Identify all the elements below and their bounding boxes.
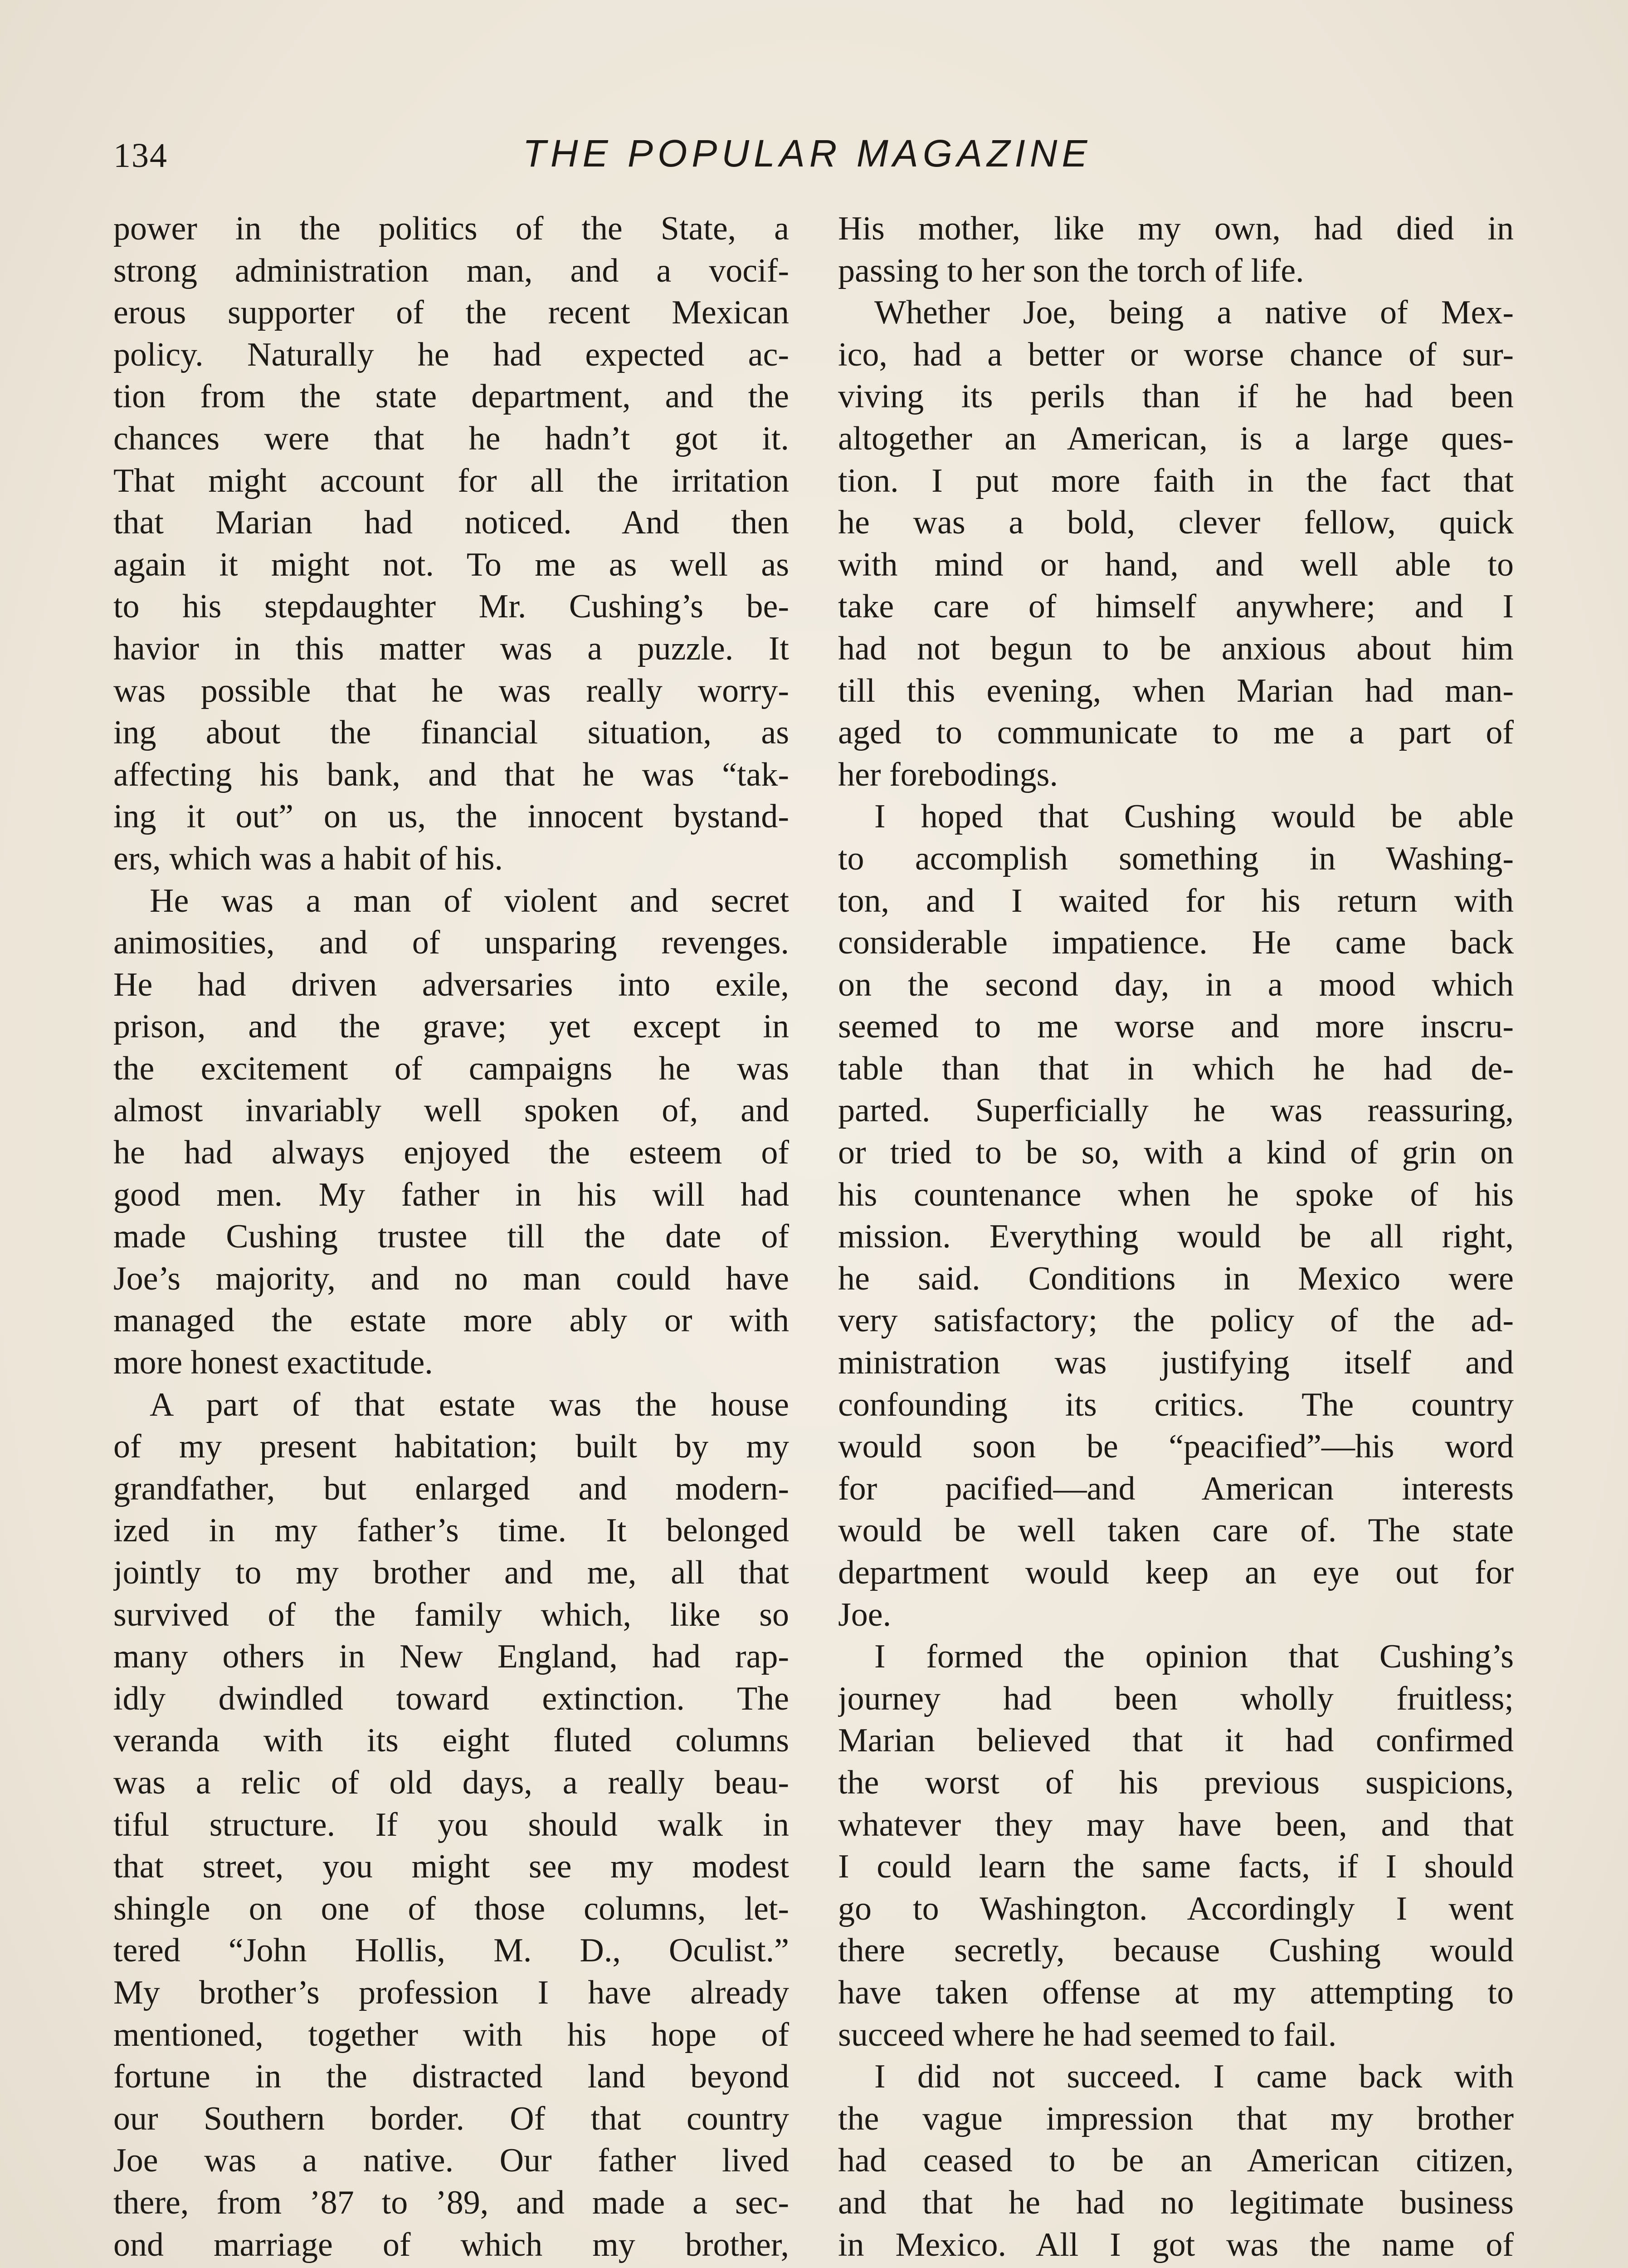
text-line: to his stepdaughter Mr. Cushing’s be- (113, 588, 789, 626)
left-column (113, 208, 789, 2268)
text-line: ing about the financial situation, as (113, 714, 789, 752)
text-line: had not begun to be anxious about him (838, 630, 1514, 667)
text-line: tered “John Hollis, M. D., Oculist.” (113, 1932, 789, 1970)
magazine-title: THE POPULAR MAGAZINE (522, 132, 1092, 175)
text-line: of my present habitation; built by my (113, 1428, 789, 1466)
text-line: on the second day, in a mood which (838, 966, 1514, 1003)
text-line: confounding its critics. The country (838, 1386, 1514, 1423)
text-line: Joe’s majority, and no man could have (113, 1260, 789, 1297)
text-line: That might account for all the irritation (113, 462, 789, 499)
text-line: there secretly, because Cushing would (838, 1932, 1514, 1970)
text-line: prison, and the grave; yet except in (113, 1008, 789, 1046)
text-line: would soon be “peacified”—his word (838, 1428, 1514, 1466)
text-line: he said. Conditions in Mexico were (838, 1260, 1514, 1297)
text-line: managed the estate more ably or with (113, 1302, 789, 1339)
text-line: ico, had a better or worse chance of sur- (838, 336, 1514, 373)
text-line: shingle on one of those columns, let- (113, 1890, 789, 1927)
text-line: He had driven adversaries into exile, (113, 966, 789, 1003)
text-line (113, 2266, 789, 2268)
text-line: was a relic of old days, a really beau- (113, 1764, 789, 1801)
text-line: ton, and I waited for his return with (838, 882, 1514, 919)
text-line: policy. Naturally he had expected ac- (113, 336, 789, 373)
text-line: in Mexico. All I got was the name of (838, 2226, 1514, 2263)
text-line: parted. Superficially he was reassuring, (838, 1092, 1514, 1129)
text-line: very satisfactory; the policy of the ad- (838, 1302, 1514, 1339)
text-line: more honest exactitude. (113, 1344, 433, 1382)
text-line: the worst of his previous suspicions, (838, 1764, 1514, 1801)
text-line: would be well taken care of. The state (838, 1512, 1514, 1549)
text-line: considerable impatience. He came back (838, 924, 1514, 962)
text-line: and that he had no legitimate business (838, 2184, 1514, 2221)
text-line: he had always enjoyed the esteem of (113, 1134, 789, 1172)
text-line: his countenance when he spoke of his (838, 1176, 1514, 1213)
text-line: havior in this matter was a puzzle. It (113, 630, 789, 667)
text-line: Joe. (838, 1596, 892, 1633)
text-line: viving its perils than if he had been (838, 378, 1514, 415)
text-line: Marian believed that it had confirmed (838, 1722, 1514, 1760)
page-header (113, 122, 1501, 181)
text-line: animosities, and of unsparing revenges. (113, 924, 789, 962)
text-line: he was a bold, clever fellow, quick (838, 504, 1514, 542)
text-line: almost invariably well spoken of, and (113, 1092, 789, 1129)
text-line: affecting his bank, and that he was “tak- (113, 756, 789, 793)
text-line: have taken offense at my attempting to (838, 1974, 1514, 2011)
text-line: till this evening, when Marian had man- (838, 672, 1514, 709)
text-line: jointly to my brother and me, all that (113, 1554, 789, 1591)
text-line: that street, you might see my modest (113, 1848, 789, 1886)
text-line: ministration was justifying itself and (838, 1344, 1514, 1382)
text-line: survived of the family which, like so (113, 1596, 789, 1633)
text-line: many others in New England, had rap- (113, 1638, 789, 1676)
text-line: ond marriage of which my brother, (113, 2226, 789, 2263)
text-line (838, 2266, 1514, 2268)
text-line: was possible that he was really worry- (113, 672, 789, 709)
text-line: He was a man of violent and secret (150, 882, 789, 919)
text-line: idly dwindled toward extinction. The (113, 1680, 789, 1717)
text-line: I did not succeed. I came back with (874, 2058, 1514, 2096)
text-line: chances were that he hadn’t got it. (113, 420, 789, 457)
text-line: to accomplish something in Washing- (838, 840, 1514, 877)
text-line: mentioned, together with his hope of (113, 2016, 789, 2053)
text-line: I hoped that Cushing would be able (874, 798, 1514, 836)
text-line: tiful structure. If you should walk in (113, 1806, 789, 1843)
text-line: His mother, like my own, had died in (838, 210, 1514, 247)
text-line: fortune in the distracted land beyond (113, 2058, 789, 2096)
text-line: ers, which was a habit of his. (113, 840, 503, 877)
text-line: grandfather, but enlarged and modern- (113, 1470, 789, 1507)
text-line: erous supporter of the recent Mexican (113, 294, 789, 332)
text-line: Whether Joe, being a native of Mex- (874, 294, 1514, 332)
text-line: strong administration man, and a vocif- (113, 252, 789, 289)
text-line: department would keep an eye out for (838, 1554, 1514, 1591)
text-line: go to Washington. Accordingly I went (838, 1890, 1514, 1927)
page-number: 134 (113, 137, 168, 175)
text-line: ized in my father’s time. It belonged (113, 1512, 789, 1549)
text-line: our Southern border. Of that country (113, 2100, 789, 2137)
text-line: had ceased to be an American citizen, (838, 2142, 1514, 2180)
text-line: take care of himself anywhere; and I (838, 588, 1514, 626)
text-line: with mind or hand, and well able to (838, 546, 1514, 583)
right-column (838, 208, 1514, 2268)
text-line: made Cushing trustee till the date of (113, 1218, 789, 1256)
text-line: seemed to me worse and more inscru- (838, 1008, 1514, 1046)
text-line: My brother’s profession I have already (113, 1974, 789, 2011)
text-line: whatever they may have been, and that (838, 1806, 1514, 1843)
text-line: aged to communicate to me a part of (838, 714, 1514, 752)
text-line: that Marian had noticed. And then (113, 504, 789, 542)
text-line: there, from ’87 to ’89, and made a sec- (113, 2184, 789, 2221)
text-line: passing to her son the torch of life. (838, 252, 1304, 289)
text-line: tion. I put more faith in the fact that (838, 462, 1514, 499)
text-line: the excitement of campaigns he was (113, 1050, 789, 1087)
text-line: I could learn the same facts, if I should (838, 1848, 1514, 1886)
text-line: journey had been wholly fruitless; (838, 1680, 1514, 1717)
text-line: Joe was a native. Our father lived (113, 2142, 789, 2180)
text-line: her forebodings. (838, 756, 1058, 793)
text-line: mission. Everything would be all right, (838, 1218, 1514, 1256)
text-line: for pacified—and American interests (838, 1470, 1514, 1507)
text-line: tion from the state department, and the (113, 378, 789, 415)
text-line: or tried to be so, with a kind of grin on (838, 1134, 1514, 1172)
text-line: good men. My father in his will had (113, 1176, 789, 1213)
text-line: ing it out” on us, the innocent bystand- (113, 798, 789, 836)
text-line: the vague impression that my brother (838, 2100, 1514, 2137)
text-line: altogether an American, is a large ques- (838, 420, 1514, 457)
text-line: power in the politics of the State, a (113, 210, 789, 247)
text-line: I formed the opinion that Cushing’s (874, 1638, 1514, 1676)
text-line: table than that in which he had de- (838, 1050, 1514, 1087)
text-line: veranda with its eight fluted columns (113, 1722, 789, 1760)
text-line: A part of that estate was the house (150, 1386, 789, 1423)
text-line: again it might not. To me as well as (113, 546, 789, 583)
text-line: succeed where he had seemed to fail. (838, 2016, 1337, 2053)
